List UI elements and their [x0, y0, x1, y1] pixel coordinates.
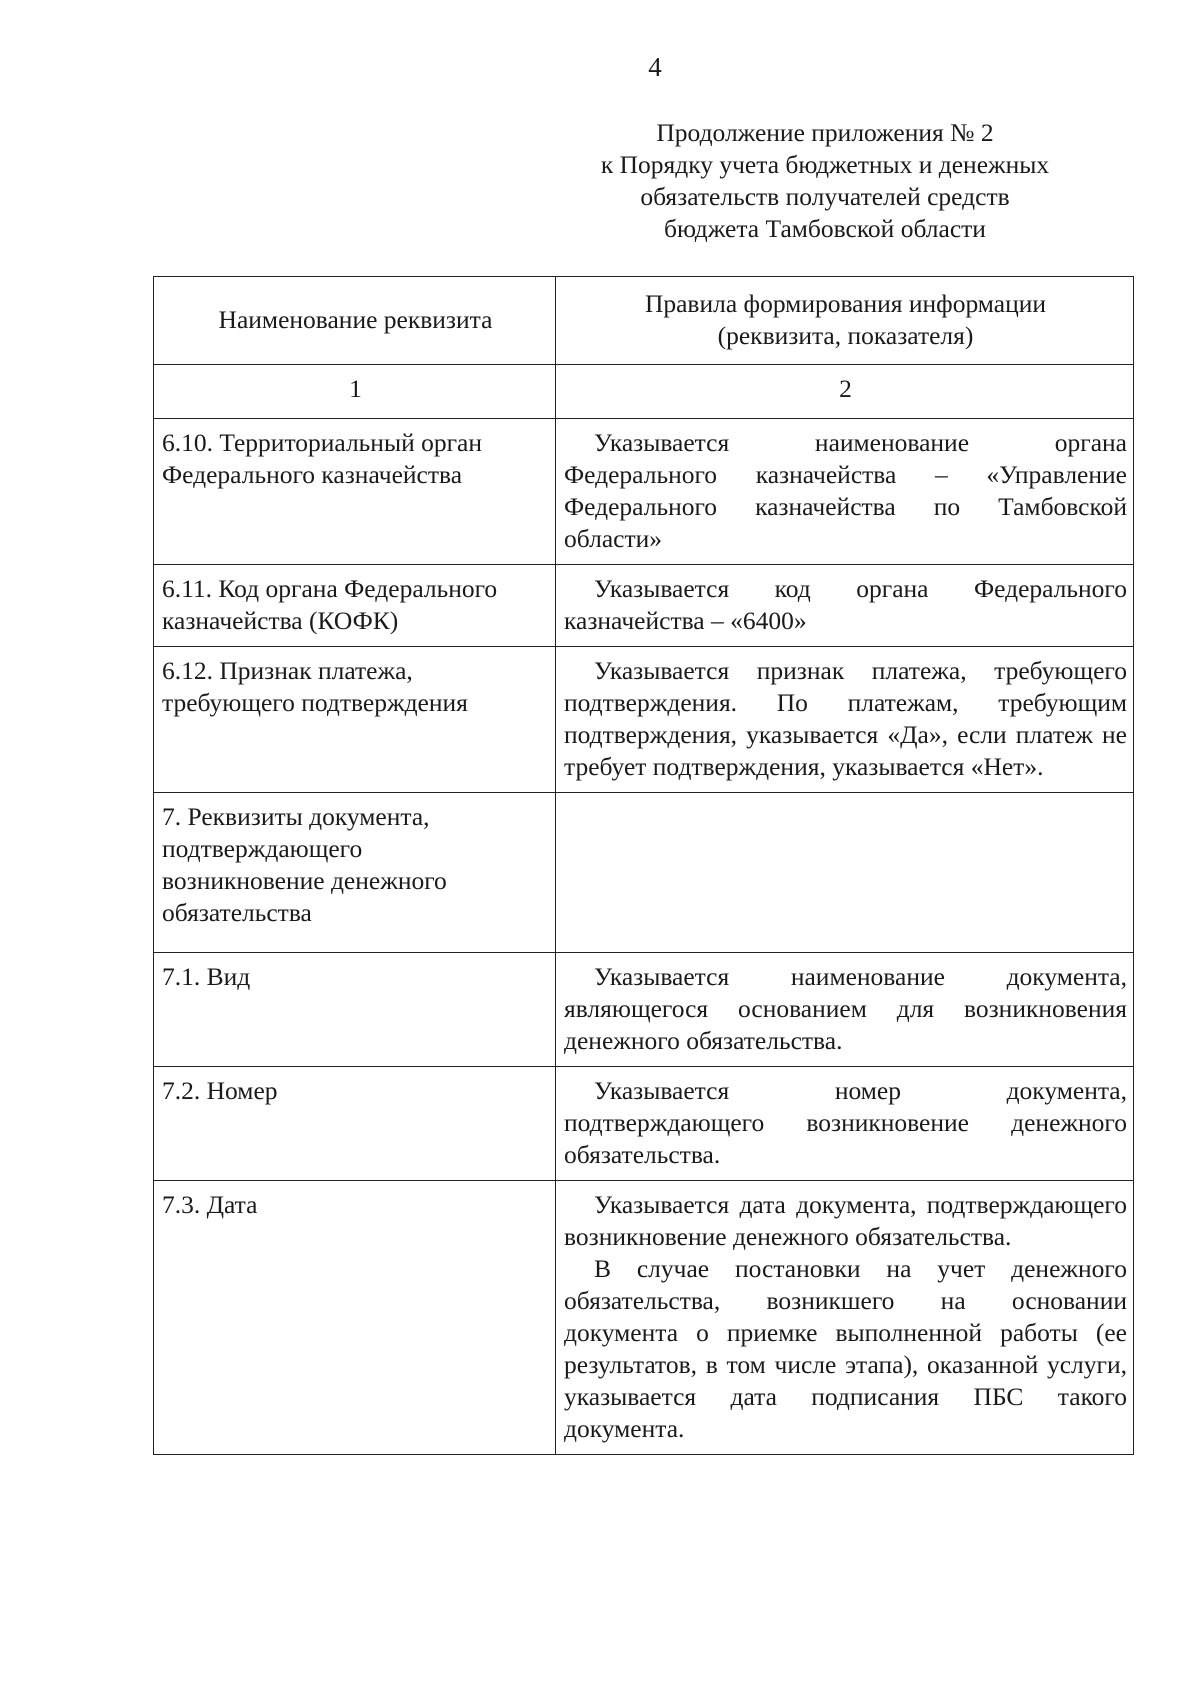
table-header-row: [154, 277, 1134, 365]
formation-rule-paragraph: Указывается дата документа, подтверждающего возникновение денежного обязательства.: [564, 1190, 1127, 1251]
formation-rule-paragraph: Указывается наименование органа Федерального казначейства – «Управление Федерального казначейства по Тамбовской области»: [564, 428, 1127, 553]
table-row: [154, 953, 1134, 1067]
requisite-name-line: 6.11. Код органа Федерального: [162, 574, 498, 603]
table-row: [154, 565, 1134, 647]
requisite-name-cell: [154, 793, 556, 953]
requisite-name-line: казначейства (КОФК): [162, 606, 399, 635]
formation-rule-paragraph: Указывается признак платежа, требующего подтверждения. По платежам, требующим подтверждения, указывается «Да», если платеж не требует подтверждения, указывается «Нет».: [564, 656, 1127, 781]
header-line: к Порядку учета бюджетных и денежных: [600, 150, 1050, 179]
requisite-name-line: Федерального казначейства: [162, 460, 463, 489]
formation-rule-cell: [556, 1067, 1134, 1181]
requisite-name-line: 6.10. Территориальный орган: [162, 428, 483, 457]
column-number-row: [154, 365, 1134, 419]
requisites-table: [153, 276, 1134, 1455]
requisite-name-cell: [154, 953, 556, 1067]
column-header-name-text: Наименование реквизита: [218, 305, 493, 334]
table-row: [154, 1067, 1134, 1181]
column-header-name: [154, 277, 556, 365]
column-number: 2: [556, 365, 1134, 419]
table-row: [154, 647, 1134, 793]
formation-rule-cell: [556, 647, 1134, 793]
header-line: обязательств получателей средств: [640, 182, 1010, 211]
formation-rule-paragraph: В случае постановки на учет денежного обязательства, возникшего на основании документа о приемке выполненной работы (ее результатов, в том числе этапа), оказанной услуги, указывается дата подписания ПБС такого документа.: [564, 1254, 1127, 1443]
column-number: 1: [154, 365, 556, 419]
column-header-rules-line: (реквизита, показателя): [717, 321, 974, 350]
requisite-name-cell: [154, 1181, 556, 1455]
requisite-name-cell: [154, 565, 556, 647]
header-line: Продолжение приложения № 2: [656, 118, 994, 147]
requisite-name-line: 7.1. Вид: [162, 962, 251, 991]
requisite-name-cell: [154, 647, 556, 793]
formation-rule-cell: [556, 419, 1134, 565]
requisite-name-line: 7.2. Номер: [162, 1076, 278, 1105]
formation-rule-cell: [556, 1181, 1134, 1455]
requisite-name-cell: [154, 1067, 556, 1181]
formation-rule-cell: [556, 953, 1134, 1067]
appendix-header-note: [560, 117, 1090, 245]
requisite-name-line: 6.12. Признак платежа,: [162, 656, 413, 685]
formation-rule-cell: [556, 793, 1134, 953]
table-row: [154, 793, 1134, 953]
formation-rule-paragraph: Указывается наименование документа, являющегося основанием для возникновения денежного обязательства.: [564, 962, 1127, 1055]
requisite-name-line: 7. Реквизиты документа,: [162, 802, 430, 831]
formation-rule-paragraph: Указывается код органа Федерального казначейства – «6400»: [564, 574, 1127, 635]
requisite-name-cell: [154, 419, 556, 565]
column-header-rules-line: Правила формирования информации: [644, 289, 1047, 318]
page-number: 4: [648, 52, 662, 82]
table-row: [154, 419, 1134, 565]
formation-rule-paragraph: Указывается номер документа, подтверждающего возникновение денежного обязательства.: [564, 1076, 1127, 1169]
requisite-name-line: подтверждающего: [162, 834, 363, 863]
header-line: бюджета Тамбовской области: [664, 214, 986, 243]
requisite-name-line: 7.3. Дата: [162, 1190, 258, 1219]
formation-rule-cell: [556, 565, 1134, 647]
table-row: [154, 1181, 1134, 1455]
requisite-name-line: требующего подтверждения: [162, 688, 468, 717]
column-header-rules: [556, 277, 1134, 365]
requisite-name-line: возникновение денежного: [162, 866, 447, 895]
requisite-name-line: обязательства: [162, 898, 312, 927]
